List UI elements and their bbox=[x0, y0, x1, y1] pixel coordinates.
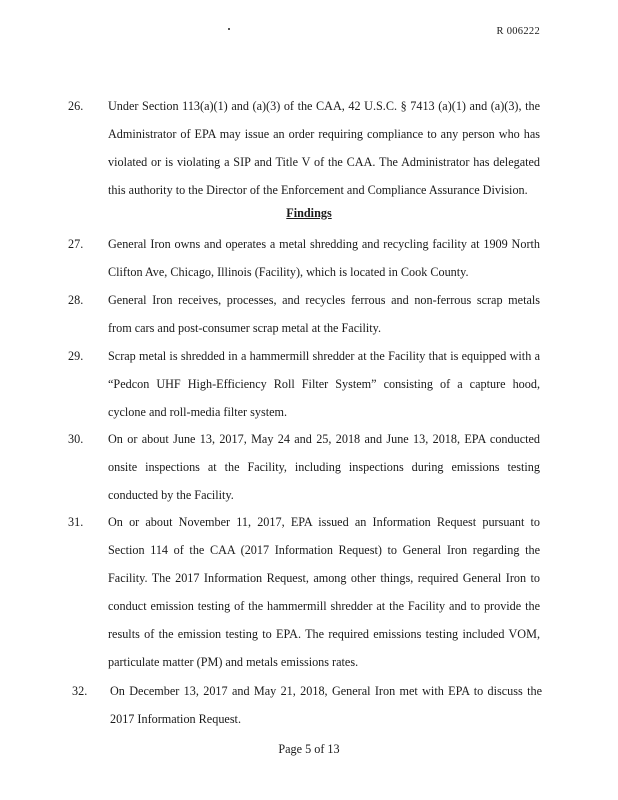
paragraph-text: Under Section 113(a)(1) and (a)(3) of the CAA, 42 U.S.C. § 7413 (a)(1) and (a)(3), the Administrator of EPA may issue an order requiring compliance to any person who has violated or is violating a SIP and Title V of the CAA. The Administrator has delegated this authority to the Director of the Enforcement and Compliance Assurance Division. bbox=[108, 99, 540, 197]
paragraph-number: 29. bbox=[68, 349, 84, 363]
paragraph-number: 26. bbox=[68, 99, 84, 113]
paragraph-text: On or about June 13, 2017, May 24 and 25, 2018 and June 13, 2018, EPA conducted onsite inspections at the Facility, including inspections during emissions testing conducted by the Facility. bbox=[108, 432, 540, 502]
section-heading: Findings bbox=[286, 206, 332, 220]
paragraph-number: 30. bbox=[68, 432, 84, 446]
paragraph-text: On December 13, 2017 and May 21, 2018, General Iron met with EPA to discuss the 2017 Information Request. bbox=[110, 684, 542, 726]
paragraph-text: Scrap metal is shredded in a hammermill shredder at the Facility that is equipped with a “Pedcon UHF High-Efficiency Roll Filter System” consisting of a capture hood, cyclone and roll-media filter system. bbox=[108, 349, 540, 419]
paragraph-number: 28. bbox=[68, 293, 84, 307]
bates-number: R 006222 bbox=[496, 26, 540, 37]
page-number-footer: Page 5 of 13 bbox=[278, 742, 340, 756]
paragraph-number: 32. bbox=[72, 684, 88, 698]
paragraph-text: On or about November 11, 2017, EPA issued an Information Request pursuant to Section 114 of the CAA (2017 Information Request) to General Iron regarding the Facility. The 2017 Information Request, among other things, required General Iron to conduct emission testing of the hammermill shredder at the Facility and to provide the results of the emission testing to EPA. The required emissions testing included VOM, particulate matter (PM) and metals emissions rates. bbox=[108, 515, 540, 669]
paragraph-text: General Iron owns and operates a metal shredding and recycling facility at 1909 North Clifton Ave, Chicago, Illinois (Facility), which is located in Cook County. bbox=[108, 237, 540, 279]
paragraph-number: 31. bbox=[68, 515, 84, 529]
paragraph-text: General Iron receives, processes, and recycles ferrous and non-ferrous scrap metals from cars and post-consumer scrap metal at the Facility. bbox=[108, 293, 540, 335]
scan-speck bbox=[228, 28, 230, 30]
paragraph-number: 27. bbox=[68, 237, 84, 251]
